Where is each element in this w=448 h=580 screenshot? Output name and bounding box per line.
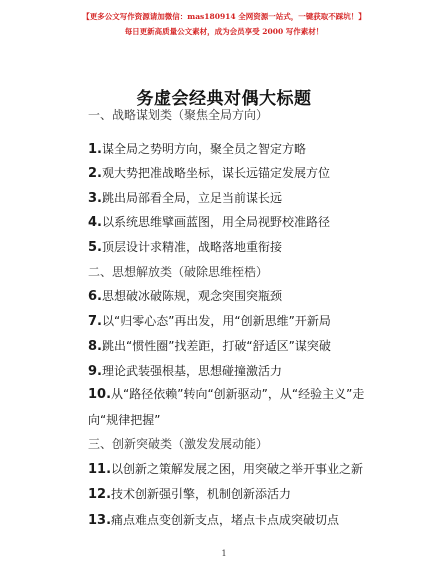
list-item — [88, 164, 330, 181]
item-number: 11. — [88, 462, 112, 477]
list-item — [88, 312, 331, 329]
item-text: 观大势把准战略坐标，谋长远锚定发展方位 — [101, 166, 330, 180]
item-number: 5. — [88, 240, 102, 255]
page-number: 1 — [221, 549, 227, 558]
section-heading: 三、创新突破类（激发发展动能） — [88, 437, 269, 451]
list-item-continuation: 向“规律把握” — [88, 413, 161, 427]
promo-banner-line-2: 每日更新高质量公文素材，成为会员享受 2000 写作素材！ — [124, 27, 324, 36]
list-item — [88, 362, 282, 379]
item-text: 技术创新强引擎，机制创新添活力 — [111, 487, 292, 501]
item-number: 8. — [88, 339, 102, 354]
item-number: 7. — [88, 314, 102, 329]
item-text: 跳出局部看全局，立足当前谋长远 — [101, 191, 282, 205]
list-item — [88, 385, 364, 402]
item-text: 痛点难点变创新支点，堵点卡点成突破切点 — [111, 513, 340, 527]
promo-banner-line-1: 【更多公文写作资源请加微信：mas180914 全网资源一站式，一键获取不踩坑！】 — [82, 12, 366, 21]
item-text: 思想破冰破陈规，观念突围突瓶颈 — [101, 289, 282, 303]
list-item — [88, 213, 330, 230]
item-text: 顶层设计求精准，战略落地重衔接 — [101, 240, 282, 254]
item-number: 6. — [88, 289, 102, 304]
list-item — [88, 140, 306, 157]
section-heading: 二、思想解放类（破除思维桎梏） — [88, 265, 269, 279]
item-number: 12. — [88, 487, 112, 502]
item-text: 以创新之策解发展之困，用突破之举开事业之新 — [111, 462, 364, 476]
list-item — [88, 287, 282, 304]
list-item — [88, 485, 291, 502]
list-item — [88, 238, 282, 255]
item-text: 以系统思维擘画蓝图，用全局视野校准路径 — [101, 215, 330, 229]
item-number: 10. — [88, 387, 112, 402]
item-text: 谋全局之势明方向，聚全员之智定方略 — [101, 142, 306, 156]
list-item — [88, 460, 363, 477]
item-text: 从“路径依赖”转向“创新驱动”，从“经验主义”走 — [111, 387, 365, 401]
item-number: 2. — [88, 166, 102, 181]
item-number: 4. — [88, 215, 102, 230]
item-text: 以“归零心态”再出发，用“创新思维”开新局 — [101, 314, 331, 328]
item-number: 3. — [88, 191, 102, 206]
item-number: 1. — [88, 142, 102, 157]
item-text: 理论武装强根基，思想碰撞激活力 — [101, 364, 282, 378]
document-title: 务虚会经典对偶大标题 — [136, 89, 312, 109]
item-number: 9. — [88, 364, 102, 379]
item-text: 跳出“惯性圈”找差距，打破“舒适区”谋突破 — [101, 339, 331, 353]
list-item — [88, 511, 339, 528]
item-number: 13. — [88, 513, 112, 528]
list-item — [88, 189, 282, 206]
section-heading: 一、战略谋划类（聚焦全局方向） — [88, 108, 269, 122]
list-item — [88, 337, 331, 354]
